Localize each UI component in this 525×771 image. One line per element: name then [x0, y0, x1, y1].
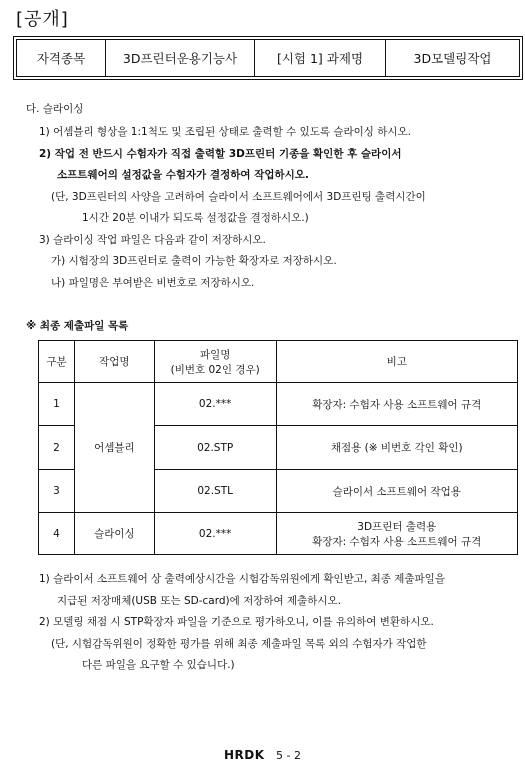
instruction-2: 2) 작업 전 반드시 수험자가 직접 출력할 3D프린터 기종을 확인한 후 슬라이서: [39, 148, 402, 160]
table-row: [39, 513, 518, 555]
header-task: 작업명: [74, 341, 154, 383]
table-header-row: [39, 341, 518, 383]
qualification-name: 3D프린터운용기능사: [106, 40, 255, 76]
instruction-3-b: 나) 파일명은 부여받은 비번호로 저장하시오.: [51, 277, 255, 289]
instruction-3: 3) 슬라이싱 작업 파일은 다음과 같이 저장하시오.: [39, 234, 266, 246]
instruction-1: 1) 어셈블리 형상을 1:1척도 및 조립된 상태로 출력할 수 있도록 슬라이싱 하시오.: [39, 126, 412, 138]
header-no: 구분: [39, 341, 75, 383]
row-file: 02.***: [154, 383, 276, 426]
header-filename-line2: (비번호 02인 경우): [170, 363, 260, 376]
row-no: 1: [39, 383, 75, 426]
note-1-cont: 지급된 저장매체(USB 또는 SD-card)에 저장하여 제출하시오.: [57, 595, 342, 607]
row-note-line2: 확장자: 수험자 사용 소프트웨어 규격: [312, 535, 482, 548]
row-note: 확장자: 수험자 사용 소프트웨어 규격: [276, 383, 517, 426]
header-note: 비고: [276, 341, 517, 383]
row-file: 02.STP: [154, 426, 276, 470]
row-note: [276, 513, 517, 555]
row-file: 02.***: [154, 513, 276, 555]
task-assembly-cell: 어셈블리: [74, 383, 154, 513]
row-note: 채점용 (※ 비번호 각인 확인): [276, 426, 517, 470]
note-2-sub-cont: 다른 파일을 요구할 수 있습니다.): [82, 659, 235, 671]
exam-task-label: [시험 1] 과제명: [255, 40, 386, 76]
exam-header-table: [16, 39, 520, 77]
instruction-2-note: (단, 3D프린터의 사양을 고려하여 슬라이서 소프트웨어에서 3D프린팅 출력시간이: [51, 191, 426, 203]
qualification-label: 자격종목: [17, 40, 106, 76]
task-name: 3D모델링작업: [413, 51, 492, 66]
submission-files-table: [38, 340, 518, 555]
table-row: [39, 383, 518, 426]
page-footer: [0, 748, 525, 762]
instruction-2-cont: 소프트웨어의 설정값을 수험자가 결정하여 작업하시오.: [57, 169, 309, 181]
row-note-line1: 3D프린터 출력용: [357, 520, 437, 533]
page-number: 5 - 2: [276, 749, 301, 762]
note-2-sub: (단, 시험감독위원이 정확한 평가를 위해 최종 제출파일 목록 외의 수험자가 작업한: [51, 638, 427, 650]
task-slicing-cell: 슬라이싱: [74, 513, 154, 555]
row-file: 02.STL: [154, 470, 276, 513]
disclosure-label: [공개]: [16, 9, 69, 30]
instruction-3-a: 가) 시험장의 3D프린터로 출력이 가능한 확장자로 저장하시오.: [51, 255, 337, 267]
note-2: 2) 모델링 채점 시 STP확장자 파일을 기준으로 평가하오니, 이를 유의하여 변환하시오.: [39, 616, 434, 628]
header-filename-line1: 파일명: [199, 348, 231, 361]
instruction-2-note-cont: 1시간 20분 이내가 되도록 설정값을 결정하시오.): [82, 212, 309, 224]
section-title: 다. 슬라이싱: [26, 103, 84, 115]
hrdk-logo: HRDK: [223, 748, 265, 762]
files-list-title: ※ 최종 제출파일 목록: [26, 320, 129, 332]
row-note: 슬라이서 소프트웨어 작업용: [276, 470, 517, 513]
note-1: 1) 슬라이서 소프트웨어 상 출력예상시간을 시험감독위원에게 확인받고, 최종 제출파일을: [39, 573, 445, 585]
row-no: 3: [39, 470, 75, 513]
row-no: 2: [39, 426, 75, 470]
row-no: 4: [39, 513, 75, 555]
header-filename: [154, 341, 276, 383]
